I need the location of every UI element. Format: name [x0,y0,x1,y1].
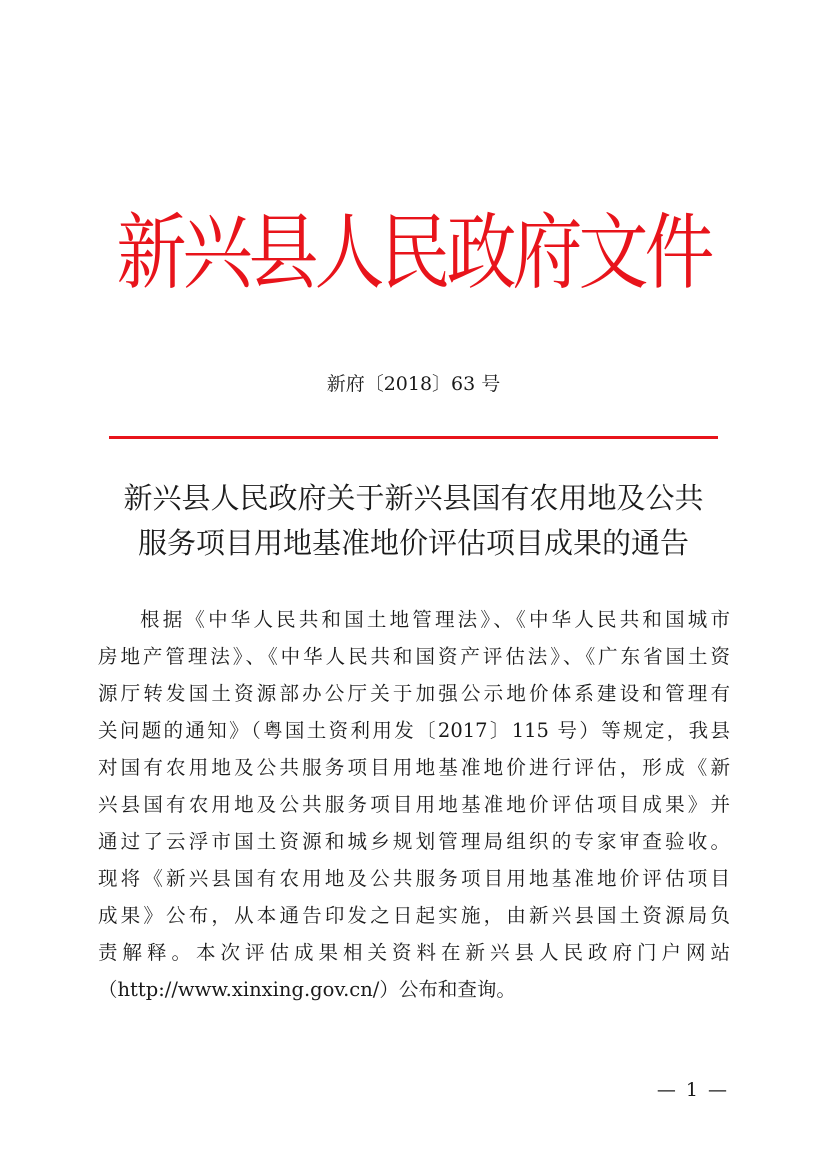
body-line: 对国有农用地及公共服务项目用地基准地价进行评估，形成《新 [98,756,730,779]
masthead-title: 新兴县人民政府文件 [116,204,711,302]
body-line: 责解释。本次评估成果相关资料在新兴县人民政府门户网站 [98,941,730,964]
notice-body [98,601,730,1008]
body-line: 根据《中华人民共和国土地管理法》、《中华人民共和国城市 [140,608,730,631]
page-number: — 1 — [656,1079,729,1101]
body-line: 成果》公布，从本通告印发之日起实施，由新兴县国土资源局负 [98,904,730,927]
body-line: 源厅转发国土资源部办公厅关于加强公示地价体系建设和管理有 [98,682,730,705]
body-line: 现将《新兴县国有农用地及公共服务项目用地基准地价评估项目 [98,867,730,890]
notice-title [80,476,747,566]
body-line: 房地产管理法》、《中华人民共和国资产评估法》、《广东省国土资 [98,645,730,668]
red-divider-line [109,436,718,439]
body-line: 兴县国有农用地及公共服务项目用地基准地价评估项目成果》并 [98,793,730,816]
notice-title-line-2: 服务项目用地基准地价评估项目成果的通告 [137,526,689,560]
document-number: 新府〔2018〕63 号 [326,373,501,395]
body-line: 关问题的通知》（粤国土资利用发〔2017〕115 号）等规定，我县 [98,719,730,742]
notice-title-line-1: 新兴县人民政府关于新兴县国有农用地及公共 [123,481,704,515]
body-line: 通过了云浮市国土资源和城乡规划管理局组织的专家审查验收。 [98,830,730,853]
body-line: （http://www.xinxing.gov.cn/）公布和查询。 [98,978,516,1001]
